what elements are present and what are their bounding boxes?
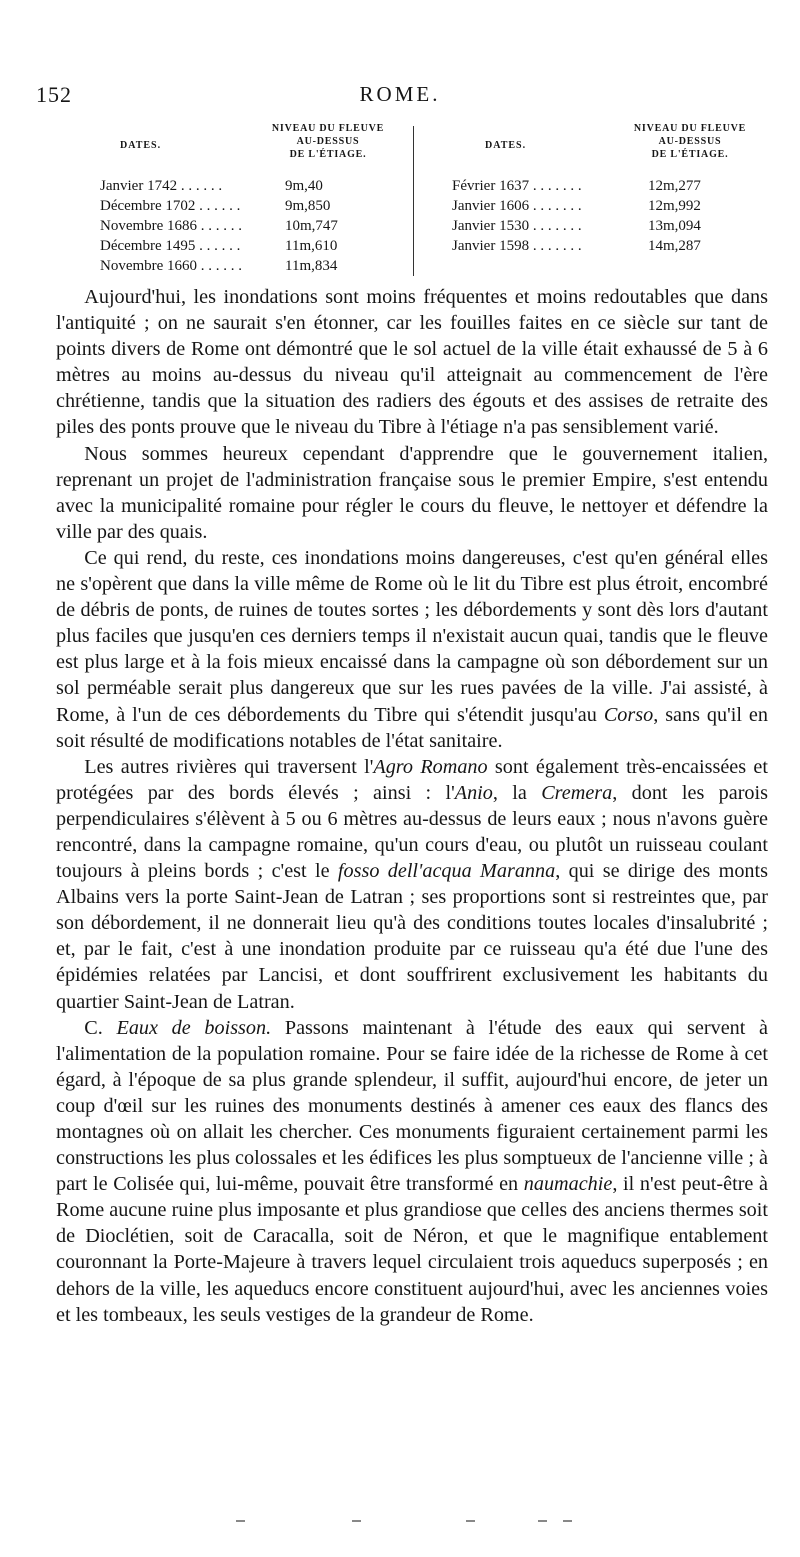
row-level: 12m,992 (648, 198, 701, 214)
table-row (430, 236, 760, 256)
speck (466, 1520, 475, 1522)
dates-column-header: DATES. (120, 140, 162, 151)
paragraph-text: Nous sommes heureux cependant d'apprendre que le gouvernement italien, reprenant un projet de l'administration française sous le premier Empire, s'est entendu avec la municipalité romaine pour régler le cours du fleuve, le nettoyer et défendre la ville par des quais. (56, 442, 768, 543)
level-header-line: AU-DESSUS (658, 136, 722, 147)
paragraph-text: , il n'est peut-être à Rome aucune ruine plus imposante et plus grandiose que celles des anciens thermes soit de Dioclétien, soit de Caracalla, soit de Néron, et que le magnifique entablement couronnant la Porte-Majeure à travers lequel circulaient trois aqueducs superposés ; en dehors de la ville, les aqueducs encore constituent aujourd'hui, avec les anciennes voies et les tombeaux, les seuls vestiges de la grandeur de Rome. (56, 1173, 768, 1326)
page-header (0, 82, 800, 112)
row-level: 13m,094 (648, 218, 701, 234)
row-date: Décembre 1702 . . . . . . (100, 198, 241, 214)
flood-level-tables (0, 122, 800, 274)
italic-term: fosso dell'acqua Maranna (337, 860, 556, 883)
row-date: Novembre 1686 . . . . . . (100, 218, 243, 234)
table-row (100, 196, 410, 216)
paragraph (56, 441, 768, 545)
table-row (100, 256, 410, 276)
paragraph-text: , sans qu'il en soit résulté de modifications notables de l'état sanitaire. (56, 703, 768, 752)
table-row (430, 196, 760, 216)
paragraph-text: Aujourd'hui, les inondations sont moins fréquentes et moins redoutables que dans l'antiquité ; on ne saurait s'en étonner, car les fouilles faites en ce siècle sur tant de points divers de Rome ont démontré que le sol actuel de la ville était exhaussé de 5 à 6 mètres au moins au-dessus du niveau qu'il atteignait au commencement de l'ère chrétienne, tandis que la situation des radiers des égouts et des assises de retraite des piles des ponts prouve que le niveau du Tibre à l'étiage n'a pas sensiblement varié. (56, 286, 768, 439)
speck (352, 1520, 361, 1522)
level-header-line: NIVEAU DU FLEUVE (633, 123, 747, 134)
table-row (430, 216, 760, 236)
paragraph-text: sont également très-encaissées et protégées par des bords élevés ; ainsi : l' (56, 755, 768, 804)
table-row (100, 216, 410, 236)
table-rows (430, 176, 760, 256)
row-level: 12m,277 (648, 178, 701, 194)
row-level: 11m,610 (285, 238, 338, 254)
italic-term: naumachie (523, 1173, 613, 1196)
level-column-header (268, 122, 388, 161)
paragraph-text: Passons maintenant à l'étude des eaux qui servent à l'alimentation de la population romaine. Pour se faire idée de la richesse de Rome à cet égard, à l'époque de sa plus grande splendeur, il suffit, aujourd'hui encore, de jeter un coup d'œil sur les ruines des monuments destinés à amener ces eaux des flancs des montagnes où on allait les chercher. Ces monuments figuraient certainement parmi les constructions les plus colossales et les édifices les plus somptueux de l'ancienne ville ; à part le Colisée qui, lui-même, pouvait être transformé en (56, 1016, 769, 1196)
row-level: 9m,850 (285, 198, 331, 214)
level-header-line: AU-DESSUS (296, 136, 360, 147)
table-row (100, 176, 410, 196)
section-heading: Eaux de boisson. (116, 1016, 272, 1039)
row-level: 9m,40 (285, 178, 323, 194)
paragraph (56, 754, 768, 1015)
bottom-specks (0, 1512, 800, 1532)
table-rows (100, 176, 410, 276)
row-date: Janvier 1530 . . . . . . . (452, 218, 582, 234)
row-date: Décembre 1495 . . . . . . (100, 238, 241, 254)
table-divider (413, 126, 414, 276)
paragraph-text: , dont les parois perpendiculaires s'élèvent à 5 ou 6 mètres au-dessus de leurs eaux ; nous n'avons guère rencontré, dans la campagne romaine, qu'un cours d'eau, ou plutôt un ruisseau coulant toujours à pleins bords ; c'est le (56, 781, 768, 883)
speck (236, 1520, 245, 1522)
italic-term: Agro Romano (373, 755, 488, 778)
dates-column-header: DATES. (485, 140, 527, 151)
paragraph (56, 545, 768, 754)
paragraph (56, 1015, 768, 1328)
level-header-line: DE L'ÉTIAGE. (289, 149, 367, 160)
table-row (430, 176, 760, 196)
level-header-line: DE L'ÉTIAGE. (651, 149, 729, 160)
speck (563, 1520, 572, 1522)
page-number: 152 (36, 82, 72, 107)
section-letter: C. (84, 1016, 103, 1039)
paragraph (56, 284, 768, 441)
row-date: Janvier 1606 . . . . . . . (452, 198, 582, 214)
paragraph-text: , qui se dirige des monts Albains vers la porte Saint-Jean de Latran ; ses proportions sont si restreintes que, par son débordement, il ne donnerait lieu qu'à des conditions toutes locales d'insalubrité ; et, par le fait, c'est à une inondation produite par ce ruisseau qu'a été due l'une des épidémies relatées par Lancisi, et dont souffrirent exclusivement les habitants du quartier Saint-Jean de Latran. (56, 860, 768, 1013)
row-level: 10m,747 (285, 218, 338, 234)
running-title: ROME. (359, 82, 441, 106)
body-text (56, 284, 768, 1328)
italic-term: Corso (603, 703, 654, 726)
paragraph-text: , la (492, 781, 542, 804)
row-date: Février 1637 . . . . . . . (452, 178, 582, 194)
row-date: Janvier 1598 . . . . . . . (452, 238, 582, 254)
level-column-header (630, 122, 750, 161)
level-header-line: NIVEAU DU FLEUVE (271, 123, 385, 134)
row-level: 14m,287 (648, 238, 701, 254)
italic-term: Anio (454, 781, 493, 804)
row-level: 11m,834 (285, 258, 338, 274)
paragraph-text: Les autres rivières qui traversent l' (84, 755, 374, 778)
italic-term: Cremera (541, 781, 613, 804)
row-date: Novembre 1660 . . . . . . (100, 258, 243, 274)
paragraph-text: Ce qui rend, du reste, ces inondations moins dangereuses, c'est qu'en général elles ne s'opèrent que dans la ville même de Rome où le lit du Tibre est plus étroit, encombré de débris de ponts, de ruines de toutes sortes ; les débordements y sont dès lors d'autant plus faciles que jusqu'en ces derniers temps il n'existait aucun quai, tandis que le fleuve est plus large et à la fois mieux encaissé dans la campagne où son débordement sur un sol perméable serait plus dangereux que sur les rues pavées de la ville. J'ai assisté, à Rome, à l'un de ces débordements du Tibre qui s'étendit jusqu'au (56, 546, 768, 726)
speck (538, 1520, 547, 1522)
table-row (100, 236, 410, 256)
row-date: Janvier 1742 . . . . . . (100, 178, 223, 194)
